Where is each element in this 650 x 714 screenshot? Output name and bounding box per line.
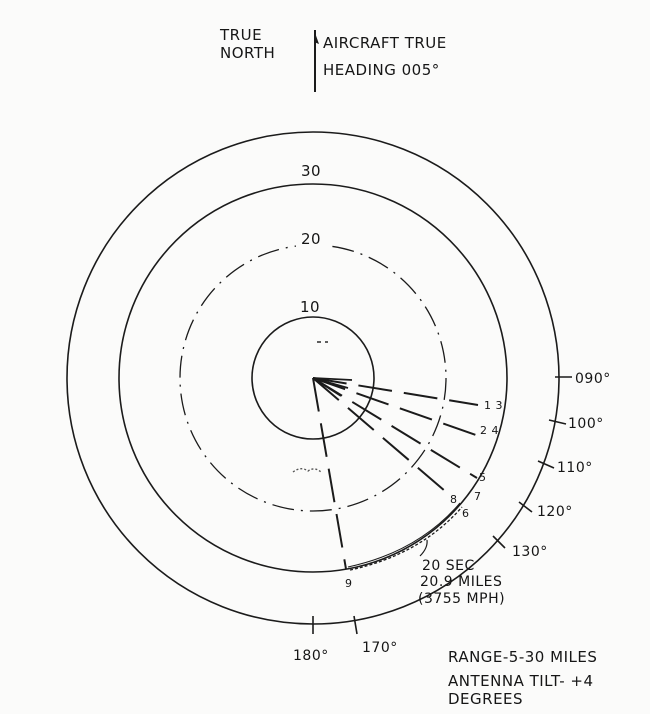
bearing-tick-170	[354, 616, 357, 634]
bearing-tick-110	[538, 461, 554, 468]
footer-degrees: DEGREES	[448, 690, 524, 708]
track-label-2-4: 2 4	[480, 424, 499, 437]
annotation-distance: 20.9 MILES	[420, 574, 503, 590]
bearing-tick-100	[549, 420, 566, 424]
heading-label-line1: AIRCRAFT TRUE	[323, 34, 447, 52]
bearing-label-180: 180°	[293, 648, 329, 664]
footer-antenna-tilt: ANTENNA TILT- +4	[448, 672, 594, 690]
bearing-label-110: 110°	[557, 460, 593, 476]
range-label-30: 30	[301, 162, 322, 180]
trace-line-1-3	[313, 378, 478, 405]
heading-label-line2: HEADING 005°	[323, 61, 440, 79]
range-label-10: 10	[300, 298, 321, 316]
bearing-label-170: 170°	[362, 640, 398, 656]
true-north-label-line2: NORTH	[220, 44, 276, 62]
annotation-speed: (3755 MPH)	[418, 591, 506, 607]
bearing-label-130: 130°	[512, 544, 548, 560]
trace-line-6-8	[313, 378, 452, 497]
track-label-8: 8	[450, 493, 458, 506]
ground-clutter	[293, 469, 322, 473]
bearing-label-090: 090°	[575, 371, 611, 387]
footer-range: RANGE-5-30 MILES	[448, 648, 598, 666]
bearing-label-100: 100°	[568, 416, 604, 432]
track-label-6: 6	[462, 507, 470, 520]
track-label-9: 9	[345, 577, 353, 590]
trace-line-2-4	[313, 378, 476, 435]
true-north-label-line1: TRUE	[220, 26, 263, 44]
bearing-label-120: 120°	[537, 504, 573, 520]
track-label-1-3: 1 3	[484, 399, 503, 412]
track-label-5: 5	[479, 471, 487, 484]
range-label-20: 20	[301, 230, 322, 248]
annotation-time: 20 SEC	[422, 558, 475, 574]
trace-line-9	[313, 378, 346, 569]
track-label-7: 7	[474, 490, 482, 503]
